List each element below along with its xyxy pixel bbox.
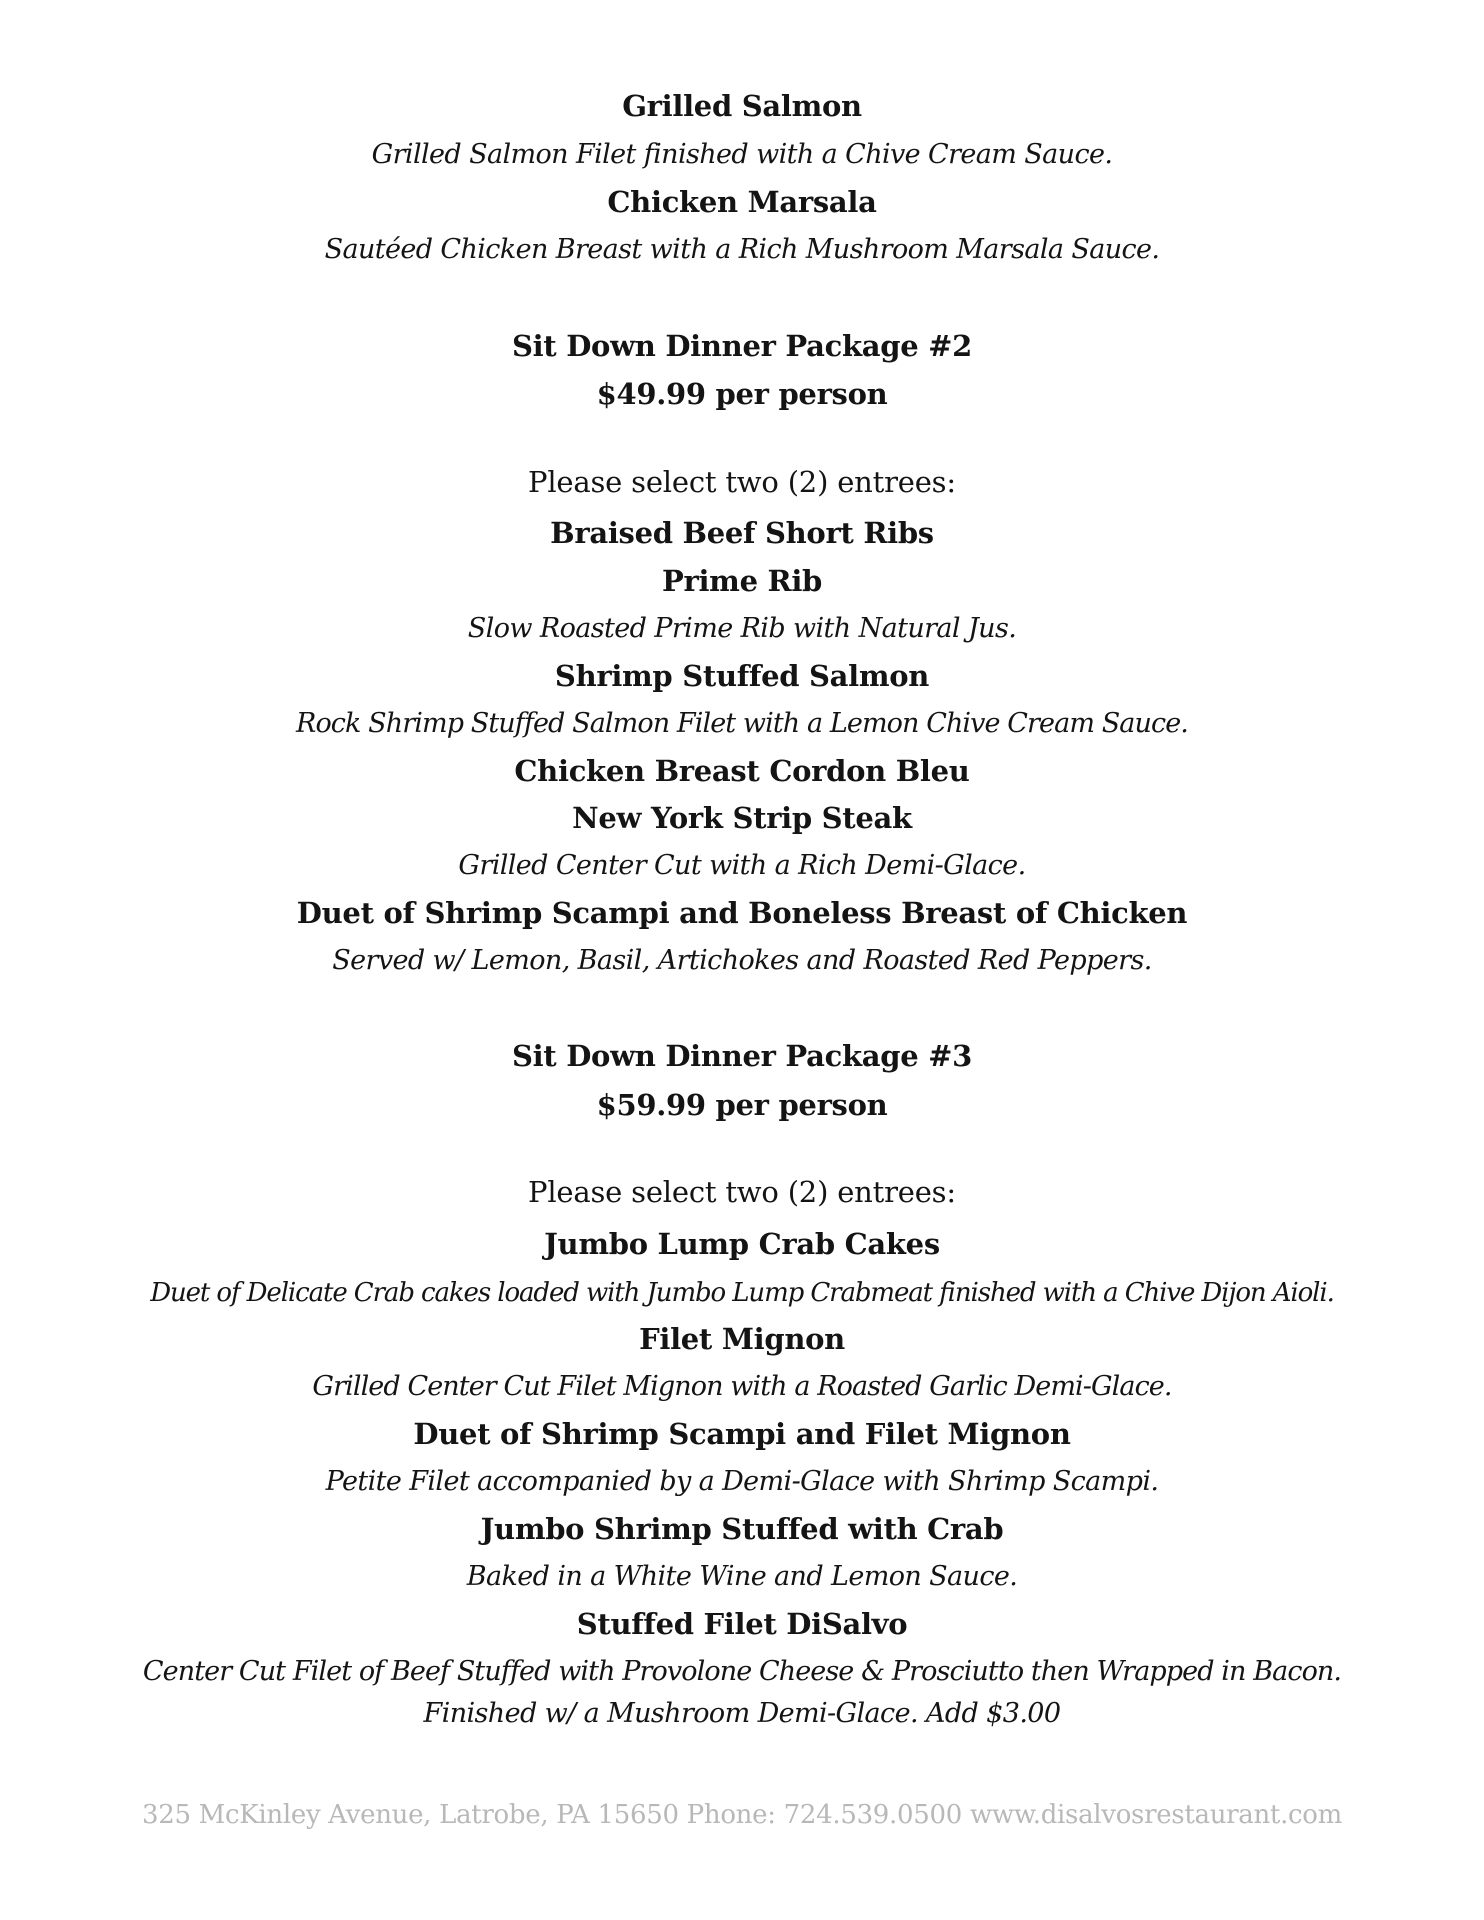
item-stuffed-filet-disalvo-desc: Center Cut Filet of Beef Stuffed with Provolone Cheese & Prosciutto then Wrapped in Bacon. (142, 1656, 1342, 1687)
item-jumbo-shrimp-stuffed-crab-desc: Baked in a White Wine and Lemon Sauce. (466, 1561, 1018, 1592)
item-duet-shrimp-filet: Duet of Shrimp Scampi and Filet Mignon (413, 1417, 1071, 1451)
footer-contact: 325 McKinley Avenue, Latrobe, PA 15650 Phone: 724.539.0500 www.disalvosrestaurant.com (141, 1800, 1343, 1830)
package-3-title: Sit Down Dinner Package #3 (511, 1039, 973, 1073)
item-duet-shrimp-filet-desc: Petite Filet accompanied by a Demi-Glace with Shrimp Scampi. (325, 1466, 1159, 1497)
item-grilled-salmon-desc: Grilled Salmon Filet finished with a Chive Cream Sauce. (371, 139, 1113, 170)
item-chicken-marsala-desc: Sautéed Chicken Breast with a Rich Mushroom Marsala Sauce. (324, 234, 1160, 265)
package-2-title: Sit Down Dinner Package #2 (511, 329, 973, 363)
item-shrimp-stuffed-salmon-desc: Rock Shrimp Stuffed Salmon Filet with a Lemon Chive Cream Sauce. (296, 708, 1188, 739)
item-jumbo-lump-crab-cakes-desc: Duet of Delicate Crab cakes loaded with Jumbo Lump Crabmeat finished with a Chive Dijon Aioli. (150, 1278, 1334, 1308)
item-jumbo-shrimp-stuffed-crab: Jumbo Shrimp Stuffed with Crab (480, 1512, 1004, 1546)
item-stuffed-filet-disalvo: Stuffed Filet DiSalvo (576, 1607, 908, 1641)
item-braised-beef-short-ribs: Braised Beef Short Ribs (550, 516, 934, 550)
package-2-instruction: Please select two (2) entrees: (528, 465, 956, 499)
package-3-price: $59.99 per person (596, 1088, 888, 1122)
item-prime-rib-desc: Slow Roasted Prime Rib with Natural Jus. (467, 613, 1017, 644)
item-filet-mignon: Filet Mignon (639, 1322, 845, 1356)
item-grilled-salmon: Grilled Salmon (622, 89, 862, 123)
package-2-price: $49.99 per person (596, 377, 888, 411)
item-filet-mignon-desc: Grilled Center Cut Filet Mignon with a Roasted Garlic Demi-Glace. (312, 1371, 1172, 1402)
item-prime-rib: Prime Rib (661, 564, 823, 598)
item-duet-shrimp-chicken: Duet of Shrimp Scampi and Boneless Breast of Chicken (296, 896, 1188, 930)
item-chicken-cordon-bleu: Chicken Breast Cordon Bleu (514, 754, 970, 788)
item-jumbo-lump-crab-cakes: Jumbo Lump Crab Cakes (544, 1227, 940, 1261)
item-shrimp-stuffed-salmon: Shrimp Stuffed Salmon (554, 659, 930, 693)
item-new-york-strip-steak: New York Strip Steak (572, 801, 912, 835)
item-new-york-strip-steak-desc: Grilled Center Cut with a Rich Demi-Glace. (458, 850, 1026, 881)
item-stuffed-filet-disalvo-desc-2: Finished w/ a Mushroom Demi-Glace. Add $3.00 (423, 1698, 1061, 1729)
item-chicken-marsala: Chicken Marsala (607, 185, 877, 219)
package-3-instruction: Please select two (2) entrees: (528, 1175, 956, 1209)
item-duet-shrimp-chicken-desc: Served w/ Lemon, Basil, Artichokes and Roasted Red Peppers. (332, 945, 1152, 976)
